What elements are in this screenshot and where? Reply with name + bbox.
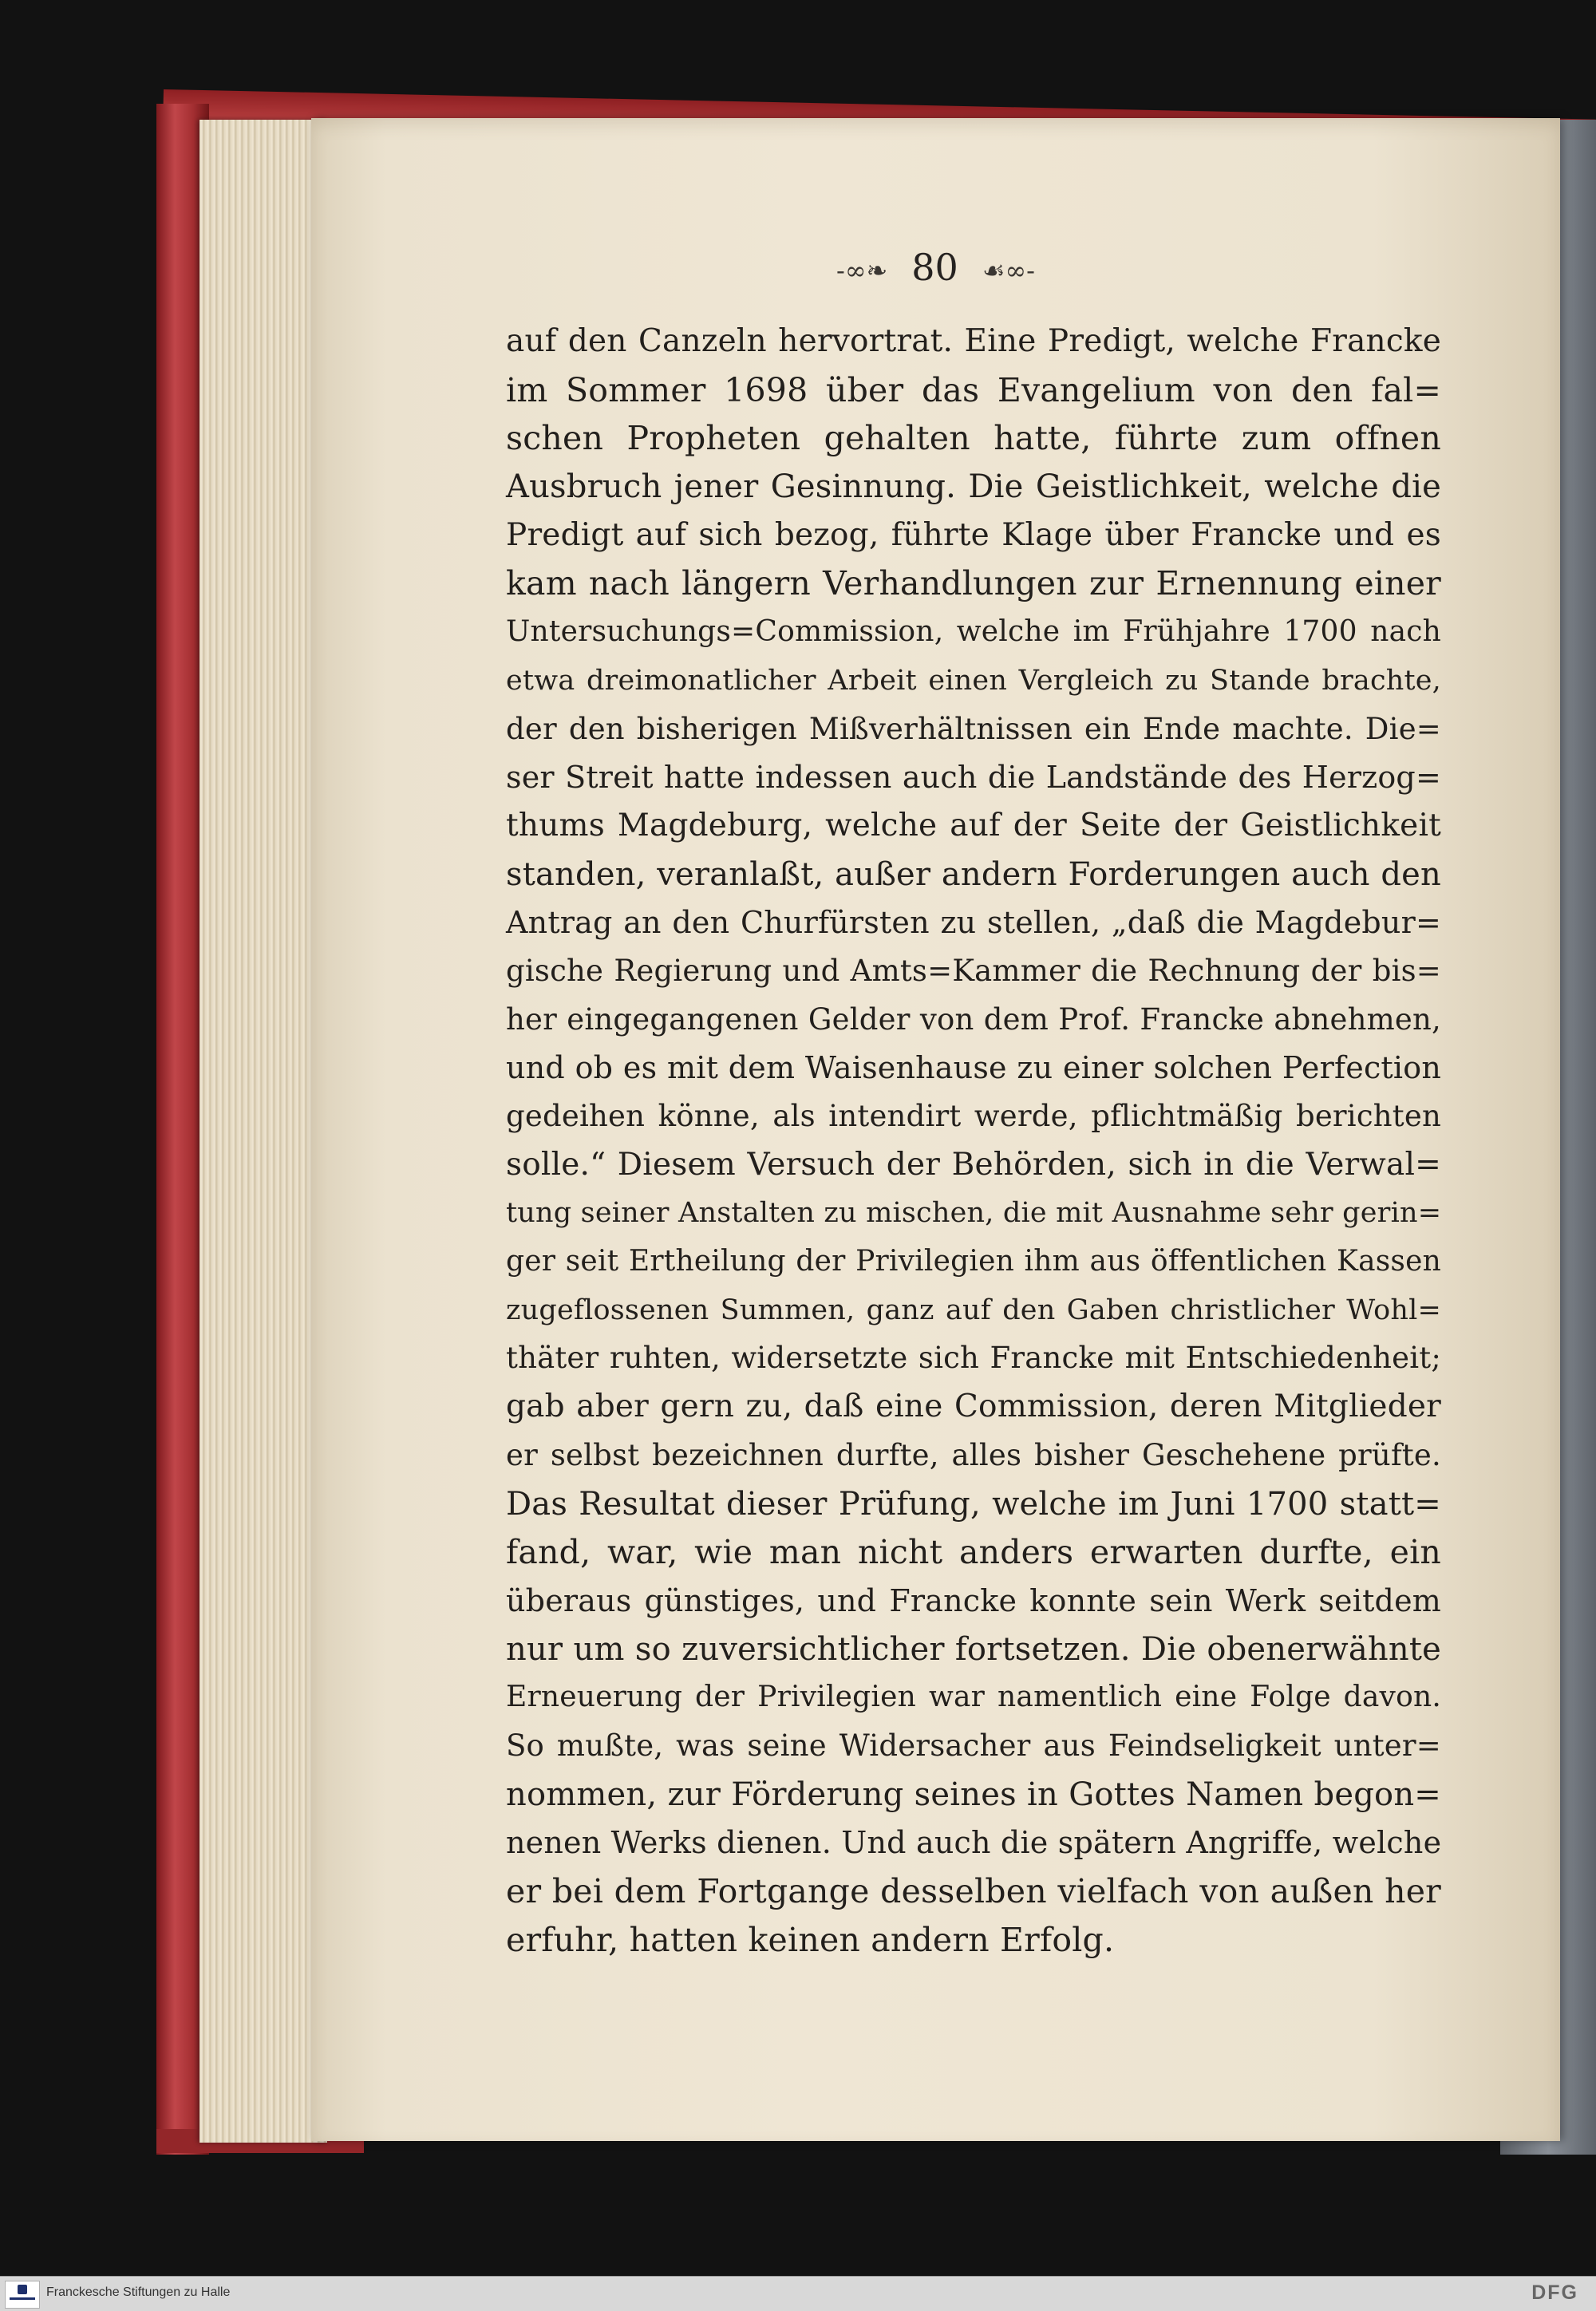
text-line: etwa dreimonatlicher Arbeit einen Vergleich zu Stande brachte,	[506, 664, 1441, 697]
text-line: er selbst bezeichnen durfte, alles bisher Geschehene prüfte.	[506, 1437, 1441, 1472]
text-line: standen, veranlaßt, außer andern Forderungen auch den	[506, 855, 1441, 893]
text-line: thums Magdeburg, welche auf der Seite der Geistlichkeit	[506, 807, 1441, 843]
text-line: Antrag an den Churfürsten zu stellen, „daß die Magdebur=	[506, 905, 1441, 941]
page-number: 80	[911, 246, 958, 289]
text-line: Predigt auf sich bezog, führte Klage über Francke und es	[506, 516, 1441, 553]
text-line: schen Propheten gehalten hatte, führte zum offnen	[506, 419, 1441, 458]
right-ornament-icon: ☙∞-	[982, 255, 1035, 286]
owner-label: Franckesche Stiftungen zu Halle	[46, 2285, 231, 2299]
text-line: ser Streit hatte indessen auch die Landstände des Herzog=	[506, 760, 1441, 796]
text-line: zugeflossenen Summen, ganz auf den Gaben christlicher Wohl=	[506, 1294, 1441, 1326]
institution-logo-icon[interactable]	[5, 2281, 40, 2309]
text-line: im Sommer 1698 über das Evangelium von den fal=	[506, 370, 1441, 409]
text-line: tung seiner Anstalten zu mischen, die mit Ausnahme sehr gerin=	[506, 1197, 1442, 1230]
left-ornament-icon: -∞❧	[836, 255, 888, 286]
text-line: ger seit Ertheilung der Privilegien ihm aus öffentlichen Kassen	[506, 1245, 1441, 1278]
text-line: her eingegangenen Gelder von dem Prof. Francke abnehmen,	[506, 1001, 1441, 1037]
text-line: überaus günstiges, und Francke konnte sein Werk seitdem	[506, 1582, 1441, 1618]
text-line: und ob es mit dem Waisenhause zu einer solchen Perfection	[506, 1050, 1441, 1086]
text-line: So mußte, was seine Widersacher aus Feindseligkeit unter=	[506, 1728, 1441, 1763]
page-body-text	[506, 318, 1441, 1964]
page-header	[311, 246, 1560, 289]
text-line: er bei dem Fortgange desselben vielfach von außen her	[506, 1872, 1441, 1910]
text-line: kam nach längern Verhandlungen zur Ernennung einer	[506, 564, 1441, 603]
text-line: nommen, zur Förderung seines in Gottes Namen begon=	[506, 1776, 1441, 1813]
text-line: auf den Canzeln hervortrat. Eine Predigt, welche Francke	[506, 323, 1441, 359]
text-line: Erneuerung der Privilegien war namentlich eine Folge davon.	[506, 1681, 1441, 1714]
dfg-logo[interactable]: DFG	[1531, 2281, 1578, 2304]
text-line: gab aber gern zu, daß eine Commission, deren Mitglieder	[506, 1389, 1441, 1425]
text-line: solle.“ Diesem Versuch der Behörden, sich in die Verwal=	[506, 1146, 1441, 1183]
text-line: Ausbruch jener Gesinnung. Die Geistlichkeit, welche die	[506, 468, 1441, 506]
text-line: gedeihen könne, als intendirt werde, pflichtmäßig berichten	[506, 1099, 1441, 1133]
book-page	[311, 118, 1560, 2141]
text-line: Untersuchungs=Commission, welche im Frühjahre 1700 nach	[506, 615, 1441, 649]
text-line: der den bisherigen Mißverhältnissen ein Ende machte. Die=	[506, 711, 1441, 746]
text-line: fand, war, wie man nicht anders erwarten durfte, ein	[506, 1533, 1441, 1572]
text-line: thäter ruhten, widersetzte sich Francke mit Entschiedenheit;	[506, 1341, 1441, 1376]
page-stack-edges	[200, 120, 327, 2143]
viewer-footer	[0, 2276, 1596, 2311]
text-line: erfuhr, hatten keinen andern Erfolg.	[506, 1920, 1115, 1959]
text-line: gische Regierung und Amts=Kammer die Rechnung der bis=	[506, 953, 1441, 988]
text-line: nenen Werks dienen. Und auch die spätern Angriffe, welche	[506, 1825, 1442, 1861]
text-line: nur um so zuversichtlicher fortsetzen. Die obenerwähnte	[506, 1630, 1441, 1668]
text-line: Das Resultat dieser Prüfung, welche im Juni 1700 statt=	[506, 1485, 1441, 1523]
